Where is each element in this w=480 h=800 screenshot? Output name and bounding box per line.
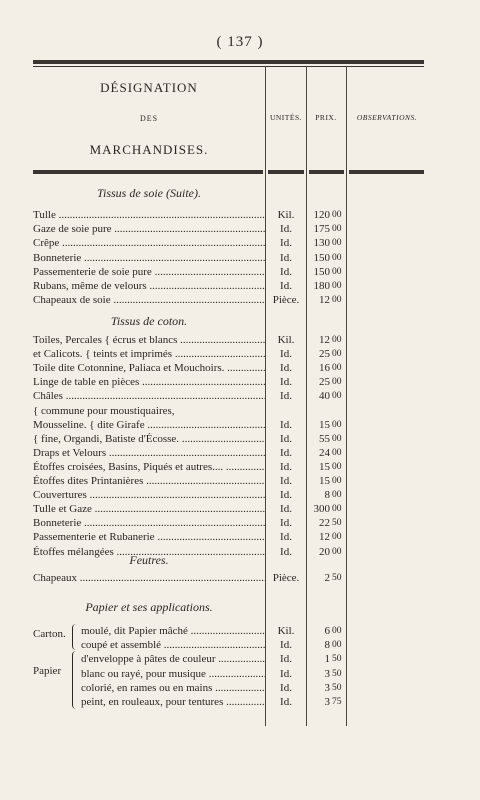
item-unit: Id.: [280, 667, 292, 680]
item-label: Étoffes dites Printanières .....: [33, 474, 265, 488]
item-label: coupé et assemblé .....: [81, 638, 265, 652]
table-row: [0, 432, 480, 446]
item-label: colorié, en rames ou en mains .....: [81, 681, 265, 695]
item-price: 1: [324, 653, 330, 666]
item-price: 8: [324, 489, 330, 502]
item-label: Tulle et Gaze .....: [33, 502, 265, 516]
item-price: 150: [313, 265, 330, 278]
item-unit: Id.: [280, 265, 292, 278]
item-label: Bonneterie .....: [33, 251, 265, 265]
item-price: 3: [324, 696, 330, 708]
item-unit: Kil.: [277, 209, 295, 221]
item-label: Chapeaux de soie .....: [33, 293, 265, 307]
item-price: 25: [319, 376, 330, 389]
item-label: Rubans, même de velours .....: [33, 279, 265, 293]
item-unit: Id.: [280, 545, 292, 558]
item-price: 3: [324, 667, 330, 680]
top-rule: [33, 60, 424, 64]
item-cents: 00: [332, 335, 342, 345]
item-price: 20: [319, 545, 330, 558]
item-cents: 00: [332, 504, 342, 515]
table-row: [0, 695, 480, 709]
item-price: 6: [324, 625, 330, 637]
item-unit: Id.: [280, 446, 292, 459]
item-unit: Id.: [280, 432, 292, 445]
item-cents: 00: [332, 210, 342, 220]
item-cents: 00: [332, 295, 342, 306]
item-cents: 00: [332, 419, 342, 430]
item-cents: 00: [332, 224, 342, 235]
table-row: [0, 251, 480, 265]
item-label: peint, en rouleaux, pour tentures .....: [81, 695, 265, 709]
table-row: [0, 265, 480, 279]
item-price: 15: [319, 418, 330, 431]
item-cents: 00: [332, 532, 342, 543]
item-label: Crêpe .....: [33, 236, 265, 250]
item-price: 55: [319, 432, 330, 445]
table-row: [0, 361, 480, 375]
table-row: [0, 208, 480, 222]
item-unit: Id.: [280, 696, 292, 708]
item-cents: 00: [332, 238, 342, 249]
item-cents: 00: [332, 640, 342, 651]
item-label: Bonneterie .....: [33, 516, 265, 530]
item-cents: 00: [332, 281, 342, 291]
item-label: moulé, dit Papier mâché .....: [81, 624, 265, 638]
table-row: [0, 571, 480, 585]
item-unit: Id.: [280, 653, 292, 666]
item-label: Toile dite Cotonnine, Paliaca et Mouchoirs. .....: [33, 361, 265, 375]
item-cents: 00: [332, 266, 342, 277]
item-price: 120: [313, 209, 330, 221]
header-unites: UNITÉS.: [269, 113, 303, 122]
item-unit: Id.: [280, 489, 292, 502]
item-price: 12: [319, 531, 330, 544]
item-price: 8: [324, 639, 330, 652]
item-label: Mousseline. { dite Girafe .....: [33, 418, 265, 432]
item-price: 16: [319, 362, 330, 375]
item-unit: Id.: [280, 460, 292, 473]
item-price: 12: [319, 294, 330, 307]
item-price: 180: [313, 280, 330, 292]
header-observations: OBSERVATIONS.: [356, 113, 418, 122]
item-cents: 50: [332, 518, 342, 529]
item-label: { commune pour moustiquaires,: [33, 404, 175, 417]
item-unit: Id.: [280, 280, 292, 292]
item-cents: 50: [332, 573, 342, 583]
item-unit: Id.: [280, 376, 292, 389]
item-price: 15: [319, 460, 330, 473]
item-label: { fine, Organdi, Batiste d'Écosse. .....: [33, 432, 265, 446]
header-designation: DÉSIGNATION: [100, 80, 198, 95]
item-label: blanc ou rayé, pour musique .....: [81, 667, 265, 681]
item-unit: Id.: [280, 362, 292, 375]
item-label: Gaze de soie pure .....: [33, 222, 265, 236]
section-title-soie: Tissus de soie (Suite).: [97, 186, 201, 200]
item-label: Étoffes croisées, Basins, Piqués et autres.... .....: [33, 460, 265, 474]
item-cents: 00: [332, 349, 342, 360]
item-unit: Id.: [280, 475, 292, 487]
header-des: DES: [139, 114, 159, 123]
item-cents: 50: [332, 654, 342, 665]
item-price: 25: [319, 348, 330, 361]
item-cents: 00: [332, 363, 342, 374]
item-label: et Calicots. { teints et imprimés .....: [33, 347, 265, 361]
item-price: 40: [319, 390, 330, 403]
item-cents: 00: [332, 447, 342, 458]
item-label: Toiles, Percales { écrus et blancs .....: [33, 333, 265, 347]
item-label: Passementerie de soie pure .....: [33, 265, 265, 279]
item-cents: 00: [332, 377, 342, 388]
item-unit: Id.: [280, 639, 292, 652]
table-row: [0, 222, 480, 236]
table-row: [0, 681, 480, 695]
item-unit: Pièce.: [272, 294, 300, 307]
table-row: [0, 404, 480, 418]
header-bar-designation: [33, 170, 263, 174]
section-title-coton: Tissus de coton.: [110, 314, 188, 328]
item-label: Linge de table en pièces .....: [33, 375, 265, 389]
item-unit: Kil.: [277, 625, 295, 637]
item-unit: Pièce.: [272, 572, 300, 584]
table-row: [0, 375, 480, 389]
table-row: [0, 624, 480, 638]
item-unit: Id.: [280, 390, 292, 403]
group-label-carton: Carton.: [33, 628, 66, 640]
table-row: [0, 502, 480, 516]
item-price: 2: [324, 572, 330, 584]
table-row: [0, 488, 480, 502]
item-unit: Id.: [280, 237, 292, 250]
item-label: Chapeaux .....: [33, 571, 265, 585]
table-row: [0, 347, 480, 361]
item-price: 175: [313, 223, 330, 236]
item-label: Étoffes mélangées .....: [33, 545, 265, 559]
item-cents: 50: [332, 682, 342, 693]
item-price: 3: [324, 681, 330, 694]
item-unit: Id.: [280, 503, 292, 516]
table-row: [0, 333, 480, 347]
table-row: [0, 516, 480, 530]
table-row: [0, 446, 480, 460]
header-bar-prix: [309, 170, 344, 174]
section-title-papier: Papier et ses applications.: [85, 600, 213, 614]
item-price: 300: [313, 503, 330, 516]
item-unit: Id.: [280, 531, 292, 544]
table-row: [0, 667, 480, 681]
item-label: Passementerie et Rubanerie .....: [33, 530, 265, 544]
item-cents: 00: [332, 490, 342, 501]
page-number: ( 137 ): [216, 34, 264, 50]
item-cents: 75: [332, 697, 342, 707]
table-row: [0, 474, 480, 488]
item-label: Tulle .....: [33, 208, 265, 222]
item-label: Couvertures .....: [33, 488, 265, 502]
section-title-feutres: Feutres.: [129, 553, 169, 567]
table-row: [0, 236, 480, 250]
item-unit: Id.: [280, 251, 292, 264]
table-row: [0, 293, 480, 307]
item-cents: 00: [332, 461, 342, 472]
item-cents: 00: [332, 626, 342, 636]
table-row: [0, 418, 480, 432]
header-bar-unites: [268, 170, 304, 174]
item-price: 150: [313, 251, 330, 264]
table-row: [0, 460, 480, 474]
table-row: [0, 530, 480, 544]
item-unit: Id.: [280, 418, 292, 431]
header-prix: PRIX.: [315, 113, 337, 122]
item-label: Châles .....: [33, 389, 265, 403]
item-price: 22: [319, 517, 330, 530]
item-cents: 50: [332, 668, 342, 679]
item-price: 12: [319, 334, 330, 346]
table-row: [0, 279, 480, 293]
item-cents: 00: [332, 391, 342, 402]
item-price: 130: [313, 237, 330, 250]
item-label: d'enveloppe à pâtes de couleur .....: [81, 652, 265, 666]
table-row: [0, 389, 480, 403]
item-unit: Id.: [280, 681, 292, 694]
top-rule-thin: [33, 66, 424, 67]
item-price: 15: [319, 475, 330, 487]
item-cents: 00: [332, 433, 342, 444]
header-bar-observations: [349, 170, 424, 174]
item-label: Draps et Velours .....: [33, 446, 265, 460]
item-cents: 00: [332, 252, 342, 263]
item-cents: 00: [332, 546, 342, 557]
item-unit: Id.: [280, 348, 292, 361]
item-cents: 00: [332, 476, 342, 486]
item-unit: Kil.: [277, 334, 295, 346]
item-price: 24: [319, 446, 330, 459]
table-row: [0, 638, 480, 652]
header-marchandises: MARCHANDISES.: [89, 142, 209, 157]
item-unit: Id.: [280, 223, 292, 236]
item-unit: Id.: [280, 517, 292, 530]
group-label-papier: Papier: [33, 665, 62, 677]
table-row: [0, 652, 480, 666]
